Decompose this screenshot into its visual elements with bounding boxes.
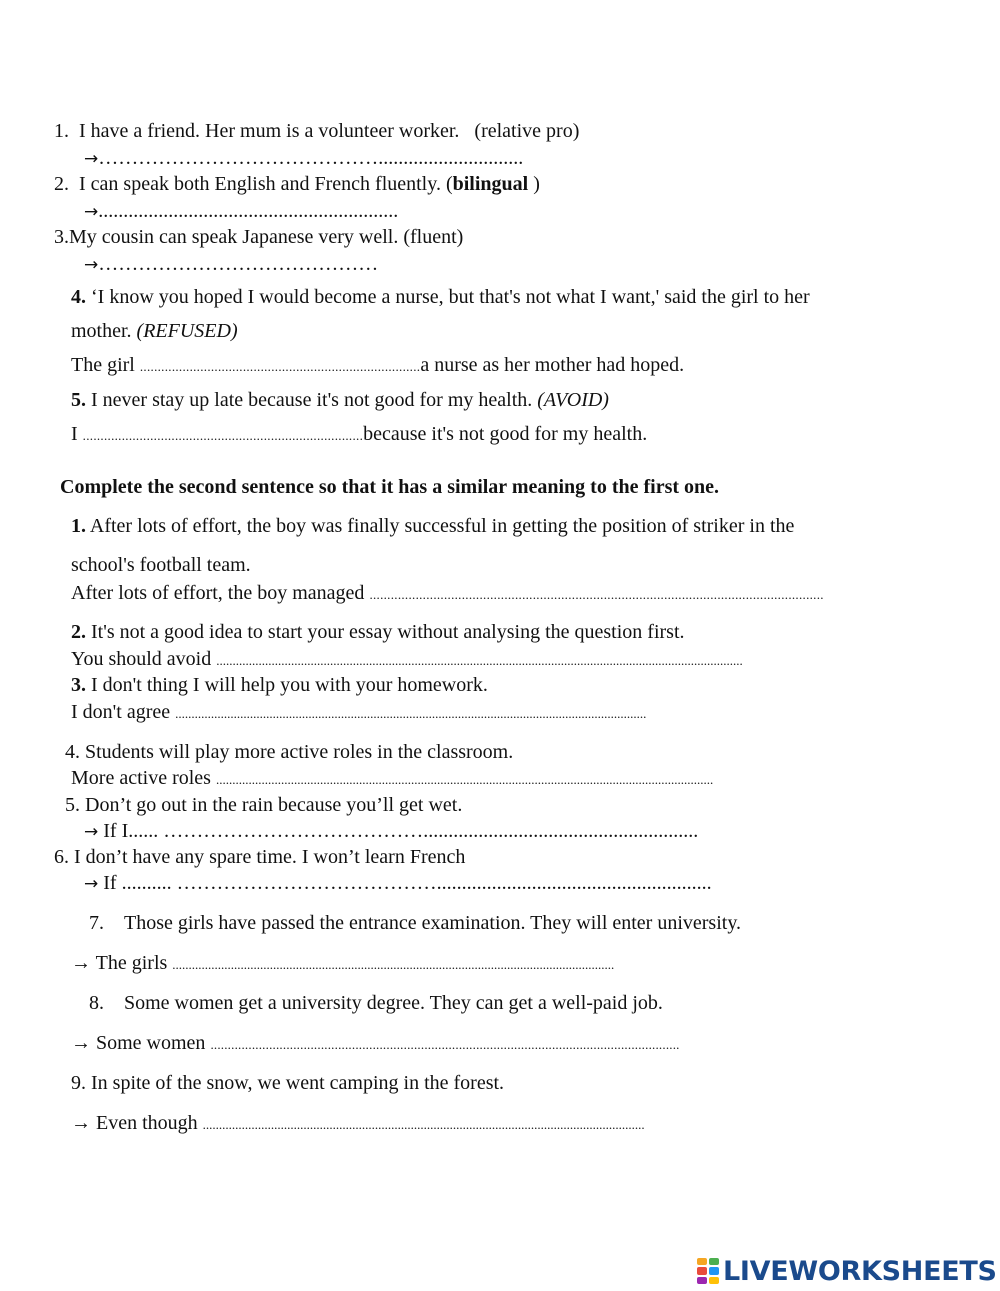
s1-q3-text: 3.My cousin can speak Japanese very well. (fluent) bbox=[54, 226, 464, 248]
s2-q6-answer-line[interactable] bbox=[84, 873, 712, 893]
logo-text: LIVEWORKSHEETS bbox=[723, 1255, 997, 1287]
logo-grid-icon bbox=[697, 1258, 719, 1284]
s2-q2-text: It's not a good idea to start your essay without analysing the question first. bbox=[86, 621, 685, 643]
s1-q5-prompt bbox=[71, 390, 609, 410]
s2-q7-prompt bbox=[89, 913, 741, 933]
s1-q1-number: 1. bbox=[54, 120, 69, 142]
logo-block bbox=[697, 1258, 707, 1265]
logo-block bbox=[697, 1277, 707, 1284]
s1-q1-answer-line[interactable] bbox=[84, 148, 523, 168]
s1-q4-prompt-line2 bbox=[71, 321, 238, 341]
logo-block bbox=[709, 1267, 719, 1274]
s2-q9-prompt: 9. In spite of the snow, we went camping in the forest. bbox=[71, 1072, 505, 1094]
s1-q1-blank[interactable]: ……………………………………............................. bbox=[98, 147, 524, 169]
liveworksheets-logo bbox=[697, 1256, 997, 1286]
s1-q5-answer-end: because it's not good for my health. bbox=[363, 423, 648, 445]
s2-q7-answer-start: → The girls bbox=[71, 952, 173, 974]
s2-q9-answer-line[interactable] bbox=[71, 1113, 645, 1133]
s2-q3-answer-start: I don't agree bbox=[71, 701, 176, 723]
s1-q2-answer-line[interactable] bbox=[84, 201, 398, 221]
s1-q1-prompt bbox=[54, 121, 579, 141]
s1-q2-text: I can speak both English and French fluently. ( bbox=[79, 173, 453, 195]
arrow-icon: → bbox=[84, 822, 99, 842]
s2-q4-answer-start: More active roles bbox=[71, 767, 216, 789]
s1-q1-text: I have a friend. Her mum is a volunteer worker. bbox=[79, 120, 460, 142]
s2-q5-blank[interactable]: …………………………………....................................................... bbox=[163, 820, 699, 842]
s1-q5-number: 5. bbox=[71, 389, 86, 411]
s2-q3-blank[interactable]: ................................................................................................................................................. bbox=[175, 706, 647, 721]
s2-q2-answer-start: You should avoid bbox=[71, 648, 217, 670]
s1-q3-prompt bbox=[54, 227, 463, 247]
logo-block bbox=[697, 1267, 707, 1274]
s2-q3-number: 3. bbox=[71, 674, 86, 696]
s2-q5-answer-start: If I...... bbox=[98, 820, 164, 842]
s2-q4-answer-line[interactable] bbox=[71, 768, 713, 788]
s1-q2-text-after: ) bbox=[528, 173, 540, 195]
s1-q4-number: 4. bbox=[71, 286, 86, 308]
s1-q4-text2: mother. bbox=[71, 320, 137, 342]
s2-q3-text: I don't thing I will help you with your homework. bbox=[86, 674, 488, 696]
s1-q4-answer-line[interactable] bbox=[71, 355, 684, 375]
s2-q2-number: 2. bbox=[71, 621, 86, 643]
s2-q1-answer-start: After lots of effort, the boy managed bbox=[71, 582, 370, 604]
s2-q8-number: 8. bbox=[89, 992, 104, 1014]
s2-q2-prompt bbox=[71, 622, 685, 642]
s1-q5-answer-start: I bbox=[71, 423, 83, 445]
s2-q1-prompt bbox=[71, 516, 794, 536]
s1-q4-text: ‘I know you hoped I would become a nurse, but that's not what I want,' said the girl to her bbox=[86, 286, 810, 308]
s2-q7-blank[interactable]: ........................................................................................................................................ bbox=[172, 957, 615, 972]
s2-q1-number: 1. bbox=[71, 515, 86, 537]
s1-q2-number: 2. bbox=[54, 173, 69, 195]
s2-q5-answer-line[interactable] bbox=[84, 821, 698, 841]
s2-q5-prompt: 5. Don’t go out in the rain because you’ll get wet. bbox=[65, 794, 463, 816]
s1-q5-text: I never stay up late because it's not good for my health. bbox=[86, 389, 538, 411]
s2-q6-blank[interactable]: …………………………………....................................................... bbox=[176, 872, 712, 894]
s2-q1-answer-line[interactable] bbox=[71, 583, 824, 603]
s1-q5-answer-line[interactable] bbox=[71, 424, 647, 444]
s1-q2-keyword: bilingual bbox=[452, 173, 529, 195]
section2-instruction: Complete the second sentence so that it has a similar meaning to the first one. bbox=[60, 476, 720, 498]
s1-q3-blank[interactable]: …………………………………… bbox=[98, 253, 379, 275]
s1-q4-answer-start: The girl bbox=[71, 354, 140, 376]
arrow-icon: → bbox=[84, 255, 99, 275]
s2-q8-answer-line[interactable] bbox=[71, 1033, 680, 1053]
s1-q2-prompt bbox=[54, 174, 540, 194]
s2-q8-prompt bbox=[89, 993, 663, 1013]
s2-q4-blank[interactable]: ......................................................................................................................................................... bbox=[215, 772, 714, 787]
logo-block bbox=[709, 1277, 719, 1284]
s2-q3-answer-line[interactable] bbox=[71, 702, 646, 722]
s1-q4-prompt bbox=[71, 287, 810, 307]
s1-q5-keyword: (AVOID) bbox=[537, 389, 609, 411]
s2-q9-blank[interactable]: ........................................................................................................................................ bbox=[202, 1117, 645, 1132]
s2-q3-prompt bbox=[71, 675, 488, 695]
s2-q1-prompt-line2: school's football team. bbox=[71, 554, 251, 576]
s1-q5-blank[interactable]: ............................................................................... bbox=[82, 428, 364, 443]
s1-q4-blank[interactable]: ............................................................................... bbox=[139, 359, 421, 374]
s2-q6-answer-start: If .......... bbox=[98, 872, 177, 894]
s2-q1-blank[interactable]: ................................................................................................................................ bbox=[369, 587, 824, 602]
arrow-icon: → bbox=[84, 149, 99, 169]
s2-q7-number: 7. bbox=[89, 912, 104, 934]
s2-q8-blank[interactable]: ........................................................................................................................................ bbox=[210, 1037, 680, 1052]
s2-q7-text: Those girls have passed the entrance examination. They will enter university. bbox=[124, 912, 742, 934]
logo-block bbox=[709, 1258, 719, 1265]
s2-q2-blank[interactable]: .................................................................................................................................................................. bbox=[216, 653, 743, 668]
s1-q2-blank[interactable]: ............................................................ bbox=[98, 200, 399, 222]
s2-q7-answer-line[interactable] bbox=[71, 953, 614, 973]
s1-q3-answer-line[interactable] bbox=[84, 254, 378, 274]
s2-q1-text: After lots of effort, the boy was finally successful in getting the position of striker in the bbox=[86, 515, 795, 537]
arrow-icon: → bbox=[84, 874, 99, 894]
arrow-icon: → bbox=[84, 202, 99, 222]
s1-q4-keyword: (REFUSED) bbox=[136, 320, 238, 342]
s1-q1-hint: (relative pro) bbox=[474, 120, 580, 142]
s2-q6-prompt: 6. I don’t have any spare time. I won’t learn French bbox=[54, 846, 466, 868]
s1-q4-answer-end: a nurse as her mother had hoped. bbox=[420, 354, 685, 376]
s2-q4-prompt: 4. Students will play more active roles in the classroom. bbox=[65, 741, 514, 763]
s2-q8-answer-start: → Some women bbox=[71, 1032, 211, 1054]
s2-q2-answer-line[interactable] bbox=[71, 649, 743, 669]
s2-q8-text: Some women get a university degree. They can get a well-paid job. bbox=[124, 992, 663, 1014]
s2-q9-answer-start: → Even though bbox=[71, 1112, 203, 1134]
